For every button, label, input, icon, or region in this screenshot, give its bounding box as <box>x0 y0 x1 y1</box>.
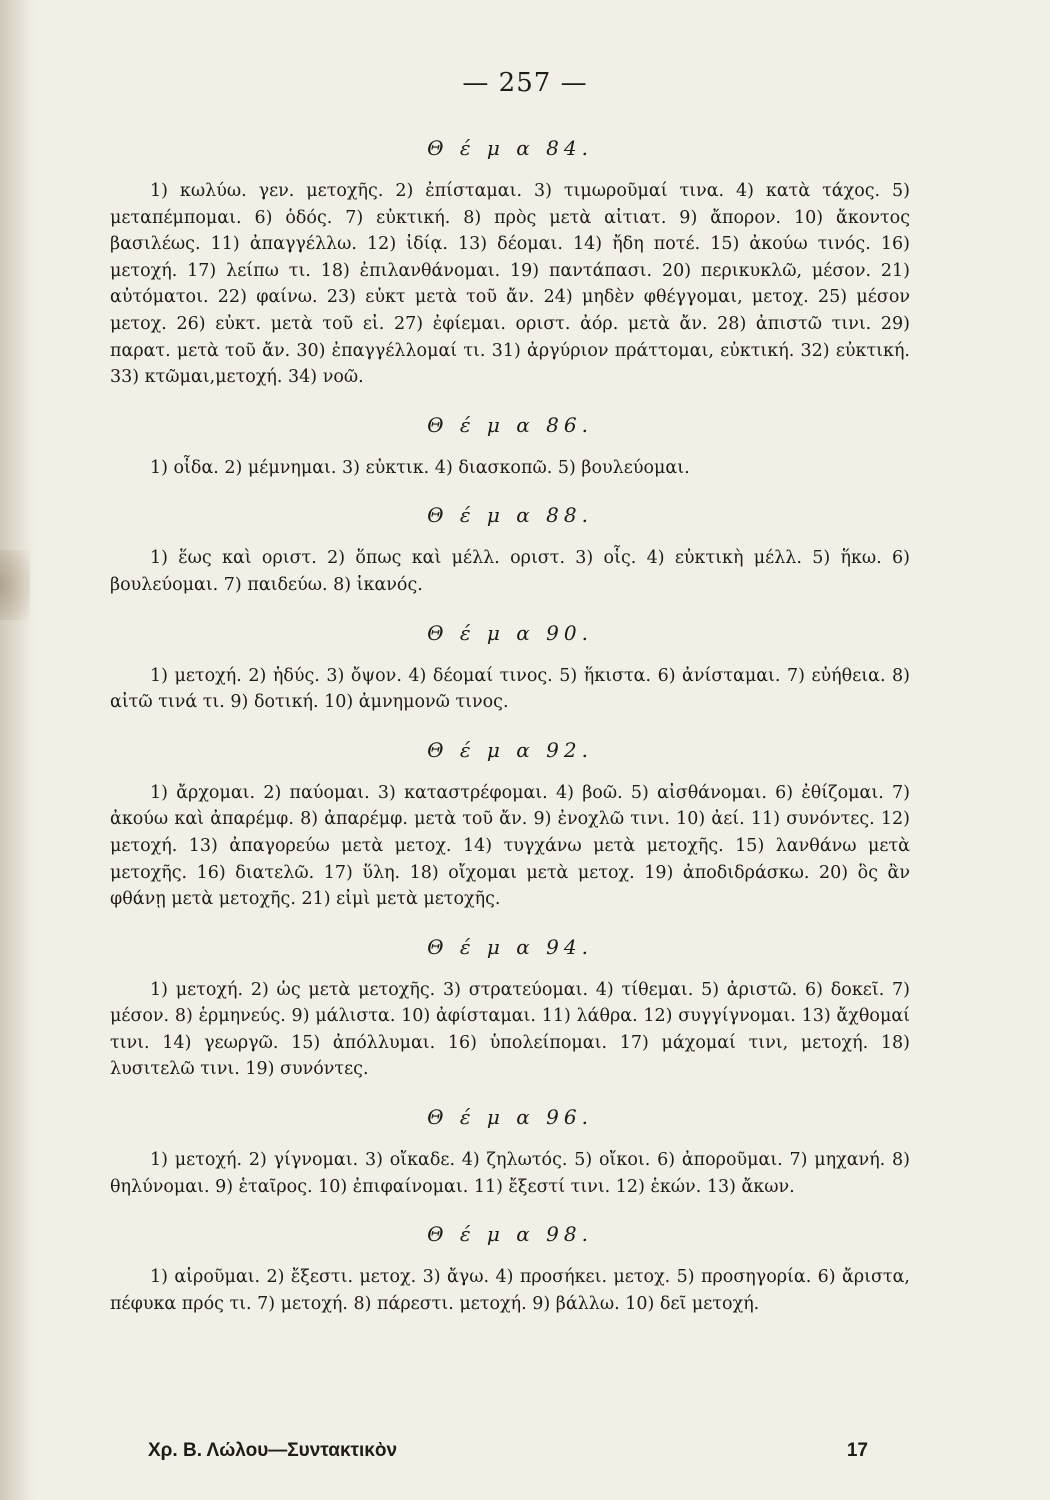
page-edge-shadow <box>0 0 34 1500</box>
page-content <box>110 128 910 1331</box>
section-theme-84 <box>110 128 910 391</box>
section-heading: Θ έ μ α 86. <box>427 412 593 437</box>
paper-stain <box>0 550 30 620</box>
section-heading: Θ έ μ α 92. <box>427 737 593 762</box>
page-number: — 257 — <box>462 68 588 98</box>
section-theme-94 <box>110 927 910 1083</box>
section-theme-96 <box>110 1097 910 1200</box>
signature-number: 17 <box>846 1440 868 1461</box>
section-heading: Θ έ μ α 96. <box>427 1105 593 1130</box>
section-theme-88 <box>110 495 910 598</box>
section-heading: Θ έ μ α 98. <box>427 1222 593 1247</box>
section-theme-90 <box>110 613 910 716</box>
section-text: 1) κωλύω. γεν. μετοχῆς. 2) ἐπίσταμαι. 3) τιμωροῦμαί τινα. 4) κατὰ τάχος. 5) μεταπέμπομαι. 6) ὁδός. 7) εὐκτική. 8) πρὸς μετὰ αἰτιατ. 9) ἄπορον. 10) ἄκοντος βασιλέως. 11) ἀπαγγέλλω. 12) ἰδίᾳ. 13) δέομαι. 14) ἤδη ποτέ. 15) ἀκούω τινός. 16) μετοχή. 17) λείπω τι. 18) ἐπιλανθάνομαι. 19) παντάπασι. 20) περικυκλῶ, μέσον. 21) αὐτόματοι. 22) φαίνω. 23) εὐκτ μετὰ τοῦ ἄν. 24) μηδὲν φθέγγομαι, μετοχ. 25) μέσον μετοχ. 26) εὐκτ. μετὰ τοῦ εἰ. 27) ἐφίεμαι. οριστ. ἀόρ. μετὰ ἄν. 28) ἀπιστῶ τινι. 29) παρατ. μετὰ τοῦ ἄν. 30) ἐπαγγέλλομαί τι. 31) ἀργύριον πράττομαι, εὐκτική. 32) εὐκτική. 33) κτῶμαι,μετοχή. 34) νοῶ. <box>110 181 910 388</box>
section-text: 1) ἄρχομαι. 2) παύομαι. 3) καταστρέφομαι. 4) βοῶ. 5) αἰσθάνομαι. 6) ἐθίζομαι. 7) ἀκούω καὶ ἀπαρέμφ. 8) ἀπαρέμφ. μετὰ τοῦ ἄν. 9) ἐνοχλῶ τινι. 10) ἀεί. 11) συνόντες. 12) μετοχή. 13) ἀπαγορεύω μετὰ μετοχ. 14) τυγχάνω μετὰ μετοχῆς. 15) λανθάνω μετὰ μετοχῆς. 16) διατελῶ. 17) ὕλη. 18) οἴχομαι μετὰ μετοχ. 19) ἀποδιδράσκω. 20) ὃς ἂν φθάνῃ μετὰ μετοχῆς. 21) εἰμὶ μετὰ μετοχῆς. <box>110 782 910 910</box>
section-heading: Θ έ μ α 88. <box>427 503 593 528</box>
section-theme-86 <box>110 405 910 482</box>
book-title: Χρ. Β. Λώλου—Συντακτικὸν <box>148 1440 398 1461</box>
section-theme-98 <box>110 1214 910 1317</box>
section-heading: Θ έ μ α 94. <box>427 934 593 959</box>
section-theme-92 <box>110 730 910 913</box>
section-heading: Θ έ μ α 84. <box>427 136 593 160</box>
section-text: 1) ἕως καὶ οριστ. 2) ὅπως καὶ μέλλ. οριστ. 3) οἷς. 4) εὐκτικὴ μέλλ. 5) ἥκω. 6) βουλεύομαι. 7) παιδεύω. 8) ἱκανός. <box>110 548 910 595</box>
section-text: 1) μετοχή. 2) ἡδύς. 3) ὄψον. 4) δέομαί τινος. 5) ἥκιστα. 6) ἀνίσταμαι. 7) εὐήθεια. 8) αἰτῶ τινά τι. 9) δοτική. 10) ἀμνημονῶ τινος. <box>110 665 910 713</box>
section-text: 1) μετοχή. 2) γίγνομαι. 3) οἴκαδε. 4) ζηλωτός. 5) οἴκοι. 6) ἀποροῦμαι. 7) μηχανή. 8) θηλύνομαι. 9) ἑταῖρος. 10) ἐπιφαίνομαι. 11) ἔξεστί τινι. 12) ἑκών. 13) ἄκων. <box>110 1150 910 1197</box>
section-heading: Θ έ μ α 90. <box>427 620 593 645</box>
section-text: 1) αἱροῦμαι. 2) ἔξεστι. μετοχ. 3) ἄγω. 4) προσήκει. μετοχ. 5) προσηγορία. 6) ἄριστα, πέφυκα πρός τι. 7) μετοχή. 8) πάρεστι. μετοχή. 9) βάλλω. 10) δεῖ μετοχή. <box>110 1267 910 1314</box>
section-text: 1) μετοχή. 2) ὡς μετὰ μετοχῆς. 3) στρατεύομαι. 4) τίθεμαι. 5) ἀριστῶ. 6) δοκεῖ. 7) μέσον. 8) ἑρμηνεύς. 9) μάλιστα. 10) ἀφίσταμαι. 11) λάθρα. 12) συγγίγνομαι. 13) ἄχθομαί τινι. 14) γεωργῶ. 15) ἀπόλλυμαι. 16) ὑπολείπομαι. 17) μάχομαί τινι, μετοχή. 18) λυσιτελῶ τινι. 19) συνόντες. <box>110 979 910 1080</box>
section-text: 1) οἶδα. 2) μέμνημαι. 3) εὐκτικ. 4) διασκοπῶ. 5) βουλεύομαι. <box>150 457 690 478</box>
